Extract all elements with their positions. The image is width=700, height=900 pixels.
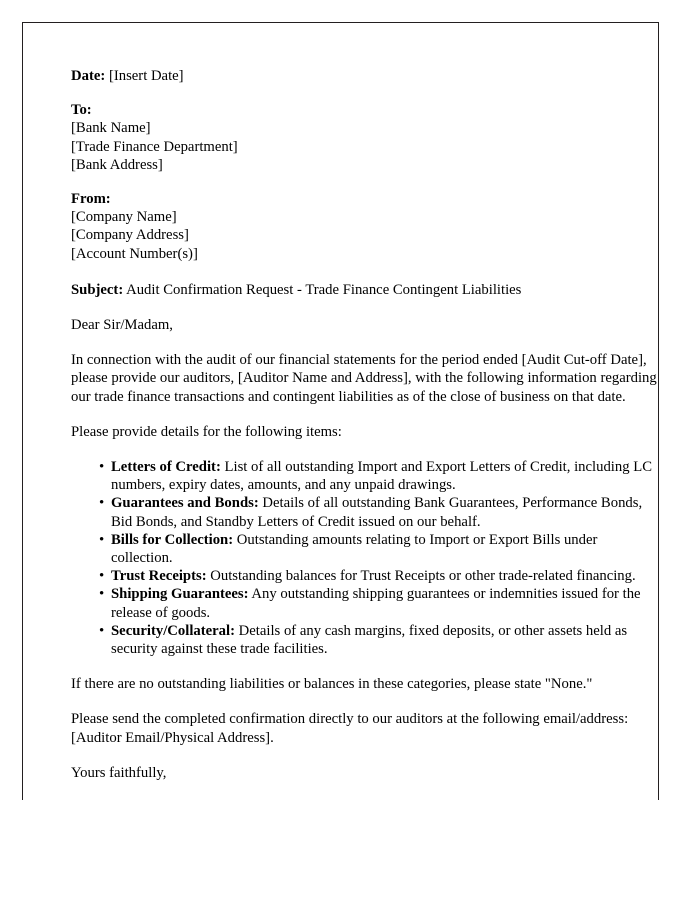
none-statement-paragraph: If there are no outstanding liabilities or balances in these categories, please state "None." xyxy=(71,676,593,693)
item-description: Details of all outstanding Bank Guarantees, Performance Bonds, Bid Bonds, and Standby Letters of Credit issued on our behalf. xyxy=(111,495,643,530)
list-item xyxy=(71,531,661,567)
item-description: Outstanding amounts relating to Import or Export Bills under collection. xyxy=(111,531,598,567)
spacer-after-intro xyxy=(71,415,661,423)
list-lead-in: Please provide details for the following items: xyxy=(71,423,342,440)
bullet-icon: • xyxy=(99,622,105,639)
to-line-1: [Bank Name] xyxy=(71,120,151,137)
spacer-after-to xyxy=(71,182,661,190)
spacer-after-date xyxy=(71,93,661,101)
date-label: Date: xyxy=(71,68,106,84)
item-description: Outstanding balances for Trust Receipts or other trade-related financing. xyxy=(210,568,636,585)
to-line-2: [Trade Finance Department] xyxy=(71,138,238,155)
item-term: Guarantees and Bonds: xyxy=(111,495,259,512)
bullet-icon: • xyxy=(99,495,105,512)
spacer-after-list xyxy=(71,667,661,675)
to-block xyxy=(71,101,661,174)
bullet-icon: • xyxy=(99,531,105,548)
list-item xyxy=(71,622,661,658)
item-description: Any outstanding shipping guarantees or indemnities issued for the release of goods. xyxy=(111,586,641,621)
page-border-frame xyxy=(22,22,659,800)
subject-value: Audit Confirmation Request - Trade Finance Contingent Liabilities xyxy=(126,281,522,298)
closing-salutation: Yours faithfully, xyxy=(71,764,167,781)
intro-paragraph: In connection with the audit of our financial statements for the period ended [Audit Cut-off Date], please provide our auditors, [Auditor Name and Address], with the following information regarding our trade finance transactions and contingent liabilities as of the close of business on that date. xyxy=(71,352,657,405)
list-item xyxy=(71,458,661,494)
from-line-1: [Company Name] xyxy=(71,209,177,226)
item-description: List of all outstanding Import and Export Letters of Credit, including LC numbers, expiry dates, amounts, and any unpaid drawings. xyxy=(111,459,653,494)
item-term: Trust Receipts: xyxy=(111,568,207,585)
spacer-after-from xyxy=(71,271,661,281)
date-value: [Insert Date] xyxy=(108,68,184,84)
spacer-after-subject xyxy=(71,308,661,316)
from-label: From: xyxy=(71,191,111,208)
letter-body xyxy=(71,67,661,791)
date-line xyxy=(71,67,661,85)
spacer-after-send xyxy=(71,756,661,764)
date-block xyxy=(71,67,661,85)
salutation: Dear Sir/Madam, xyxy=(71,317,173,334)
subject-block xyxy=(71,281,661,299)
item-term: Bills for Collection: xyxy=(111,531,234,548)
bullet-icon: • xyxy=(99,586,105,603)
bullet-icon: • xyxy=(99,459,105,476)
requested-items-list xyxy=(71,458,661,658)
item-term: Letters of Credit: xyxy=(111,459,221,476)
to-line-3: [Bank Address] xyxy=(71,156,163,173)
list-item xyxy=(71,567,661,585)
to-label: To: xyxy=(71,102,92,119)
from-block xyxy=(71,190,661,263)
item-term: Shipping Guarantees: xyxy=(111,586,249,603)
bullet-icon: • xyxy=(99,568,105,585)
spacer-after-none xyxy=(71,702,661,710)
list-item xyxy=(71,494,661,530)
send-instructions-paragraph: Please send the completed confirmation directly to our auditors at the following email/address: [Auditor Email/Physical Address]. xyxy=(71,711,629,746)
subject-label: Subject: xyxy=(71,281,124,298)
list-item xyxy=(71,585,661,621)
from-line-2: [Company Address] xyxy=(71,227,189,244)
item-description: Details of any cash margins, fixed deposits, or other assets held as security against these trade facilities. xyxy=(111,622,628,658)
spacer-before-list xyxy=(71,450,661,458)
from-line-3: [Account Number(s)] xyxy=(71,245,198,262)
item-term: Security/Collateral: xyxy=(111,622,235,639)
spacer-after-salutation xyxy=(71,343,661,351)
